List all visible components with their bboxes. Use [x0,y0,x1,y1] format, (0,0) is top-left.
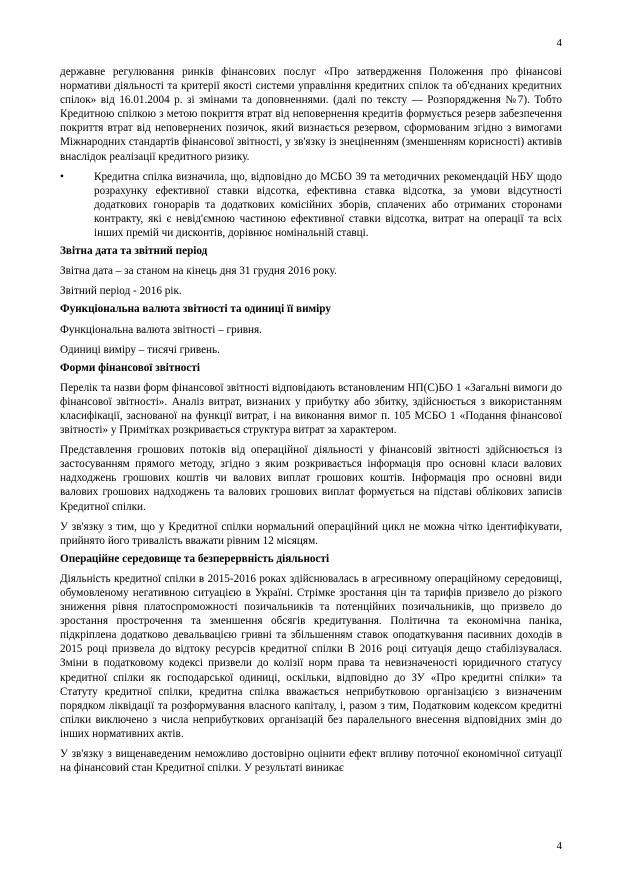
paragraph-forms-list: Перелік та назви форм фінансової звітності відповідають встановленим НП(С)БО 1 «Загальні вимоги до фінансової звітності». Аналіз витрат, визнаних у прибутку або збитку, здійснюється з використанням класифікації, заснованої на функції витрат, і на виконання вимог п. 105 МСБО 1 «Подання фінансової звітності» у Примітках розкривається структура витрат за характером. [60,381,562,437]
bullet-text: Кредитна спілка визначила, що, відповідно до МСБО 39 та методичних рекомендацій НБУ щодо розрахунку ефективної ставки відсотка, ефективна ставка відсотка, за умови відсутності додаткових гонорарів та додаткових комісійних зборів, сплачених або отриманих сторонами контракту, які є невід'ємною частиною ефективної ставки відсотка, витрат на операції та всіх інших премій чи дисконтів, дорівнює номінальній ставці. [94,170,562,240]
paragraph-units: Одиниці виміру – тисячі гривень. [60,343,220,356]
paragraph-report-date: Звітна дата – за станом на кінець дня 31 грудня 2016 року. [60,265,337,278]
paragraph-operating-cycle: У зв'язку з тим, що у Кредитної спілки нормальний операційний цикл не можна чітко ідентифікувати, прийнято його тривалість вважати рівним 12 місяцям. [60,520,562,547]
heading-currency: Функціональна валюта звітності та одиниці її виміру [60,303,331,316]
paragraph-environment: Діяльність кредитної спілки в 2015-2016 роках здійснювалась в агресивному операційному середовищі, обумовленому негативною ситуацією в Україні. Стрімке зростання цін та тарифів призвело до різкого зниження рівня платоспроможності позичальників та потенційних позичальників, що призвело до зростання прострочення та зменшення обсягів кредитування. Політична та економічна паніка, підкріплена додатково девальвацією гривні та збільшенням ставок оподаткування пасивних доходів в 2015 році призвела до відтоку ресурсів кредитної спілки В 2016 році ситуація дещо стабілізувалася. Зміни в податковому кодексі призвели до колізії норм права та невизначеності юридичного статусу кредитної спілки як господарської одиниці, оскільки, відповідно до ЗУ «Про кредитні спілки» та Статуту кредитної спілки, кредитна спілка вважається неприбутковою організацією з визначеним порядком ліквідації та розформування власного капіталу, і, разом з тим, Податковим кодексом кредитні спілки виключено з числа неприбуткових організацій без паралельного внесення відповідних змін до інших нормативних актів. [60,572,562,740]
heading-forms: Форми фінансової звітності [60,361,200,374]
heading-environment: Операційне середовище та безперервність діяльності [60,552,330,565]
paragraph-environment-effect: У зв'язку з вищенаведеним неможливо достовірно оцінити ефект впливу поточної економічної ситуації на фінансовий стан Кредитної спілки. У результаті виникає [60,748,562,775]
bullet-item [60,170,562,240]
paragraph-currency: Функціональна валюта звітності – гривня. [60,323,262,336]
page-number-bottom: 4 [556,840,562,852]
paragraph-regulation: державне регулювання ринків фінансових послуг «Про затвердження Положення про фінансові нормативи діяльності та критерії якості системи управління кредитних спілок та об'єднаних кредитних спілок» від 16.01.2004 р. зі змінами та доповненнями. (далі по тексту — Розпорядження №7). Тобто Кредитною спілкою з метою покриття втрат від неповернення кредитів формується резерв забезпечення покриття втрат від неповернених позичок, який визнається резервом, сформованим згідно з вимогами Міжнародних стандартів фінансової звітності, у зв'язку із знеціненням (зменшенням корисності) активів внаслідок реалізації кредитного ризику. [60,66,562,163]
page-content [60,65,562,775]
paragraph-report-period: Звітний період - 2016 рік. [60,285,182,298]
heading-report-date: Звітна дата та звітний період [60,245,208,258]
paragraph-cash-flows: Представлення грошових потоків від операційної діяльності у фінансовій звітності здійснюється із застосуванням прямого методу, згідно з яким розкривається інформація про основні класи валових надходжень грошових коштів чи валових виплат грошових коштів. Інформація про основні види валових грошових надходжень та валових грошових виплат формується на підставі облікових записів Кредитної спілки. [60,444,562,513]
bullet-symbol: • [60,170,64,183]
page-number-top: 4 [556,37,562,49]
